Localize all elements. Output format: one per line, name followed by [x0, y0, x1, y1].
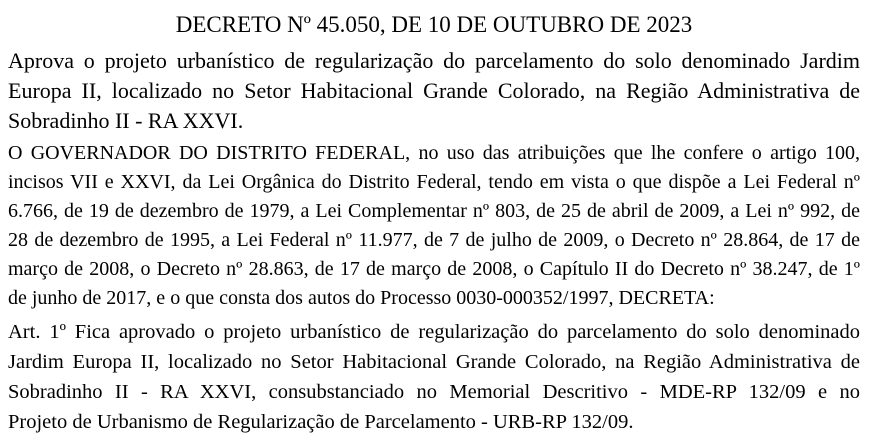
text-line: março de 2008, o Decreto nº 28.863, de 17 de março de 2008, o Capítulo II do Decreto nº 38.247, de 1º [8, 258, 860, 280]
text-line: Projeto de Urbanismo de Regularização de Parcelamento - URB-RP 132/09. [8, 411, 634, 433]
text-line: Sobradinho II - RA XXVI, consubstanciado no Memorial Descritivo - MDE-RP 132/09 e no [8, 381, 860, 403]
text-line: 6.766, de 19 de dezembro de 1979, a Lei Complementar nº 803, de 25 de abril de 2009, a Lei nº 992, de [8, 200, 860, 222]
decree-article-1-paragraph [8, 317, 860, 437]
text-line: Jardim Europa II, localizado no Setor Habitacional Grande Colorado, na Região Administrativa de [8, 351, 860, 373]
text-line: Aprova o projeto urbanístico de regularização do parcelamento do solo denominado Jardim [8, 48, 860, 73]
text-line: Sobradinho II - RA XXVI. [8, 108, 244, 133]
text-line: O GOVERNADOR DO DISTRITO FEDERAL, no uso das atribuições que lhe confere o artigo 100, [8, 142, 860, 164]
decree-title: DECRETO Nº 45.050, DE 10 DE OUTUBRO DE 2023 [175, 12, 693, 37]
decree-summary-paragraph [8, 46, 860, 136]
text-line: Europa II, localizado no Setor Habitacional Grande Colorado, na Região Administrativa de [8, 78, 860, 103]
text-line: Art. 1º Fica aprovado o projeto urbanístico de regularização do parcelamento do solo denominado [8, 321, 860, 343]
text-line: 28 de dezembro de 1995, a Lei Federal nº 11.977, de 7 de julho de 2009, o Decreto nº 28.864, de 17 de [8, 229, 860, 251]
text-line: de junho de 2017, e o que consta dos autos do Processo 0030-000352/1997, DECRETA: [8, 287, 715, 309]
text-line: incisos VII e XXVI, da Lei Orgânica do Distrito Federal, tendo em vista o que dispõe a Lei Federal nº [8, 171, 860, 193]
decree-preamble-paragraph [8, 139, 860, 313]
